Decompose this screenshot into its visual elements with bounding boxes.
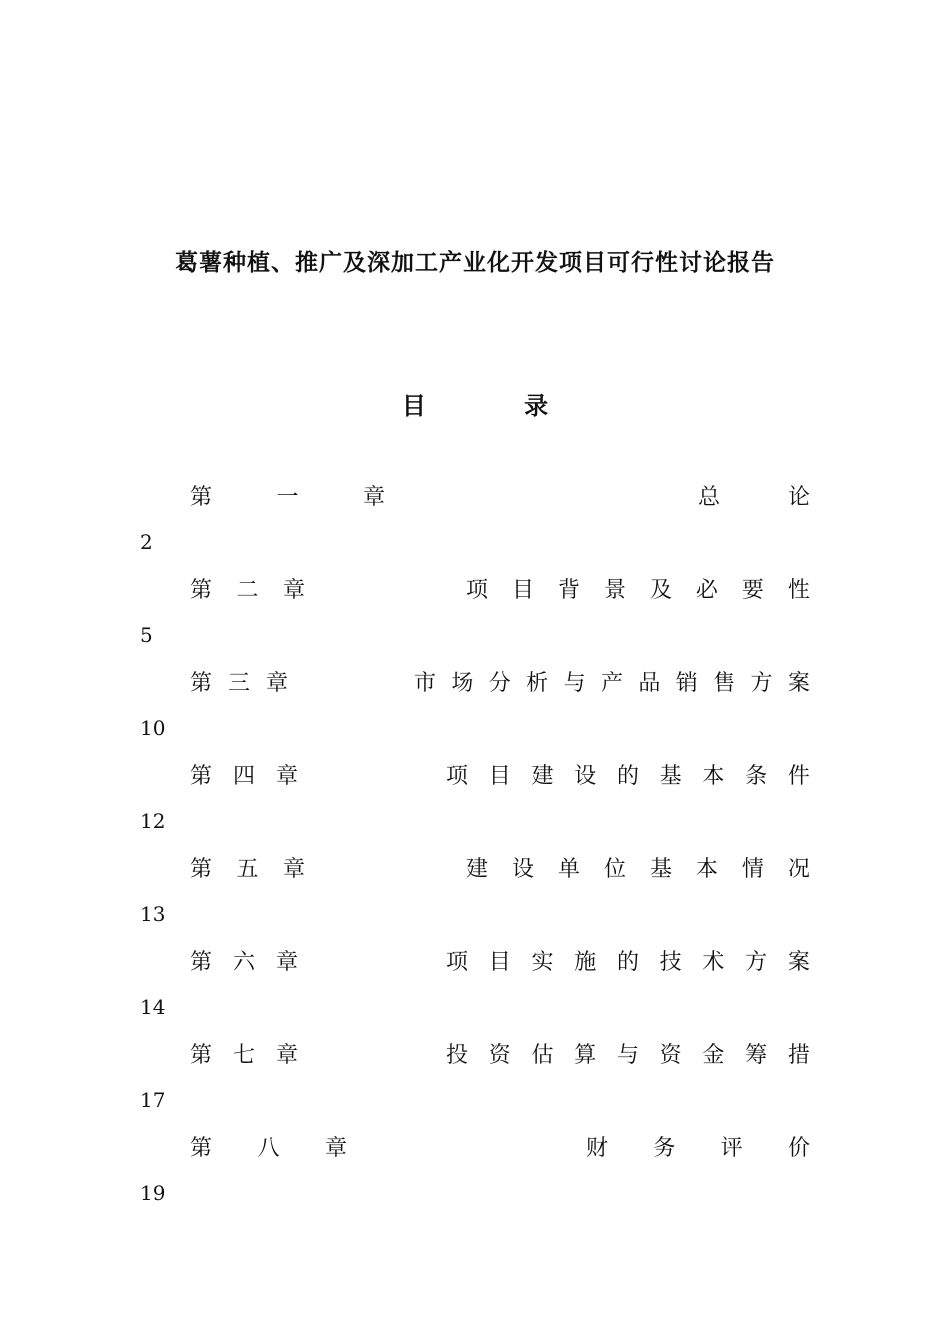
toc-title: 项 目 建 设 的 基 本 条 件 [446, 763, 810, 789]
toc-page-number: 14 [140, 995, 166, 1019]
toc-entry[interactable] [190, 664, 810, 698]
toc-chapter: 第 六 章 [190, 949, 298, 975]
toc-entry[interactable] [190, 571, 810, 605]
toc-chapter: 第 四 章 [190, 763, 298, 789]
toc-page-number: 12 [140, 809, 166, 833]
toc-chapter: 第 五 章 [190, 856, 305, 882]
toc-title: 财 务 评 价 [586, 1135, 810, 1161]
toc-entry[interactable] [190, 757, 810, 791]
toc-page-number: 19 [140, 1181, 166, 1205]
toc-heading: 目 录 [401, 392, 549, 420]
toc-page-number: 13 [140, 902, 166, 926]
toc-chapter: 第 八 章 [190, 1135, 347, 1161]
toc-chapter: 第 七 章 [190, 1042, 298, 1068]
toc-title: 项 目 实 施 的 技 术 方 案 [446, 949, 810, 975]
document-title: 葛薯种植、推广及深加工产业化开发项目可行性讨论报告 [175, 250, 775, 276]
toc-title: 项 目 背 景 及 必 要 性 [466, 577, 810, 603]
toc-entry[interactable] [190, 478, 810, 512]
toc-title: 市 场 分 析 与 产 品 销 售 方 案 [414, 670, 810, 696]
toc-page-number: 2 [140, 530, 153, 554]
toc-entry[interactable] [190, 1129, 810, 1163]
toc-page-number: 17 [140, 1088, 166, 1112]
toc-entry[interactable] [190, 850, 810, 884]
toc-page-number: 10 [140, 716, 166, 740]
toc-entry[interactable] [190, 1036, 810, 1070]
toc-chapter: 第 二 章 [190, 577, 305, 603]
toc-title: 建 设 单 位 基 本 情 况 [466, 856, 810, 882]
toc-chapter: 第 三 章 [190, 670, 288, 696]
toc-page-number: 5 [140, 623, 153, 647]
toc-title: 总 论 [698, 484, 810, 510]
toc-chapter: 第 一 章 [190, 484, 385, 510]
toc-entry[interactable] [190, 943, 810, 977]
toc-title: 投 资 估 算 与 资 金 筹 措 [446, 1042, 810, 1068]
